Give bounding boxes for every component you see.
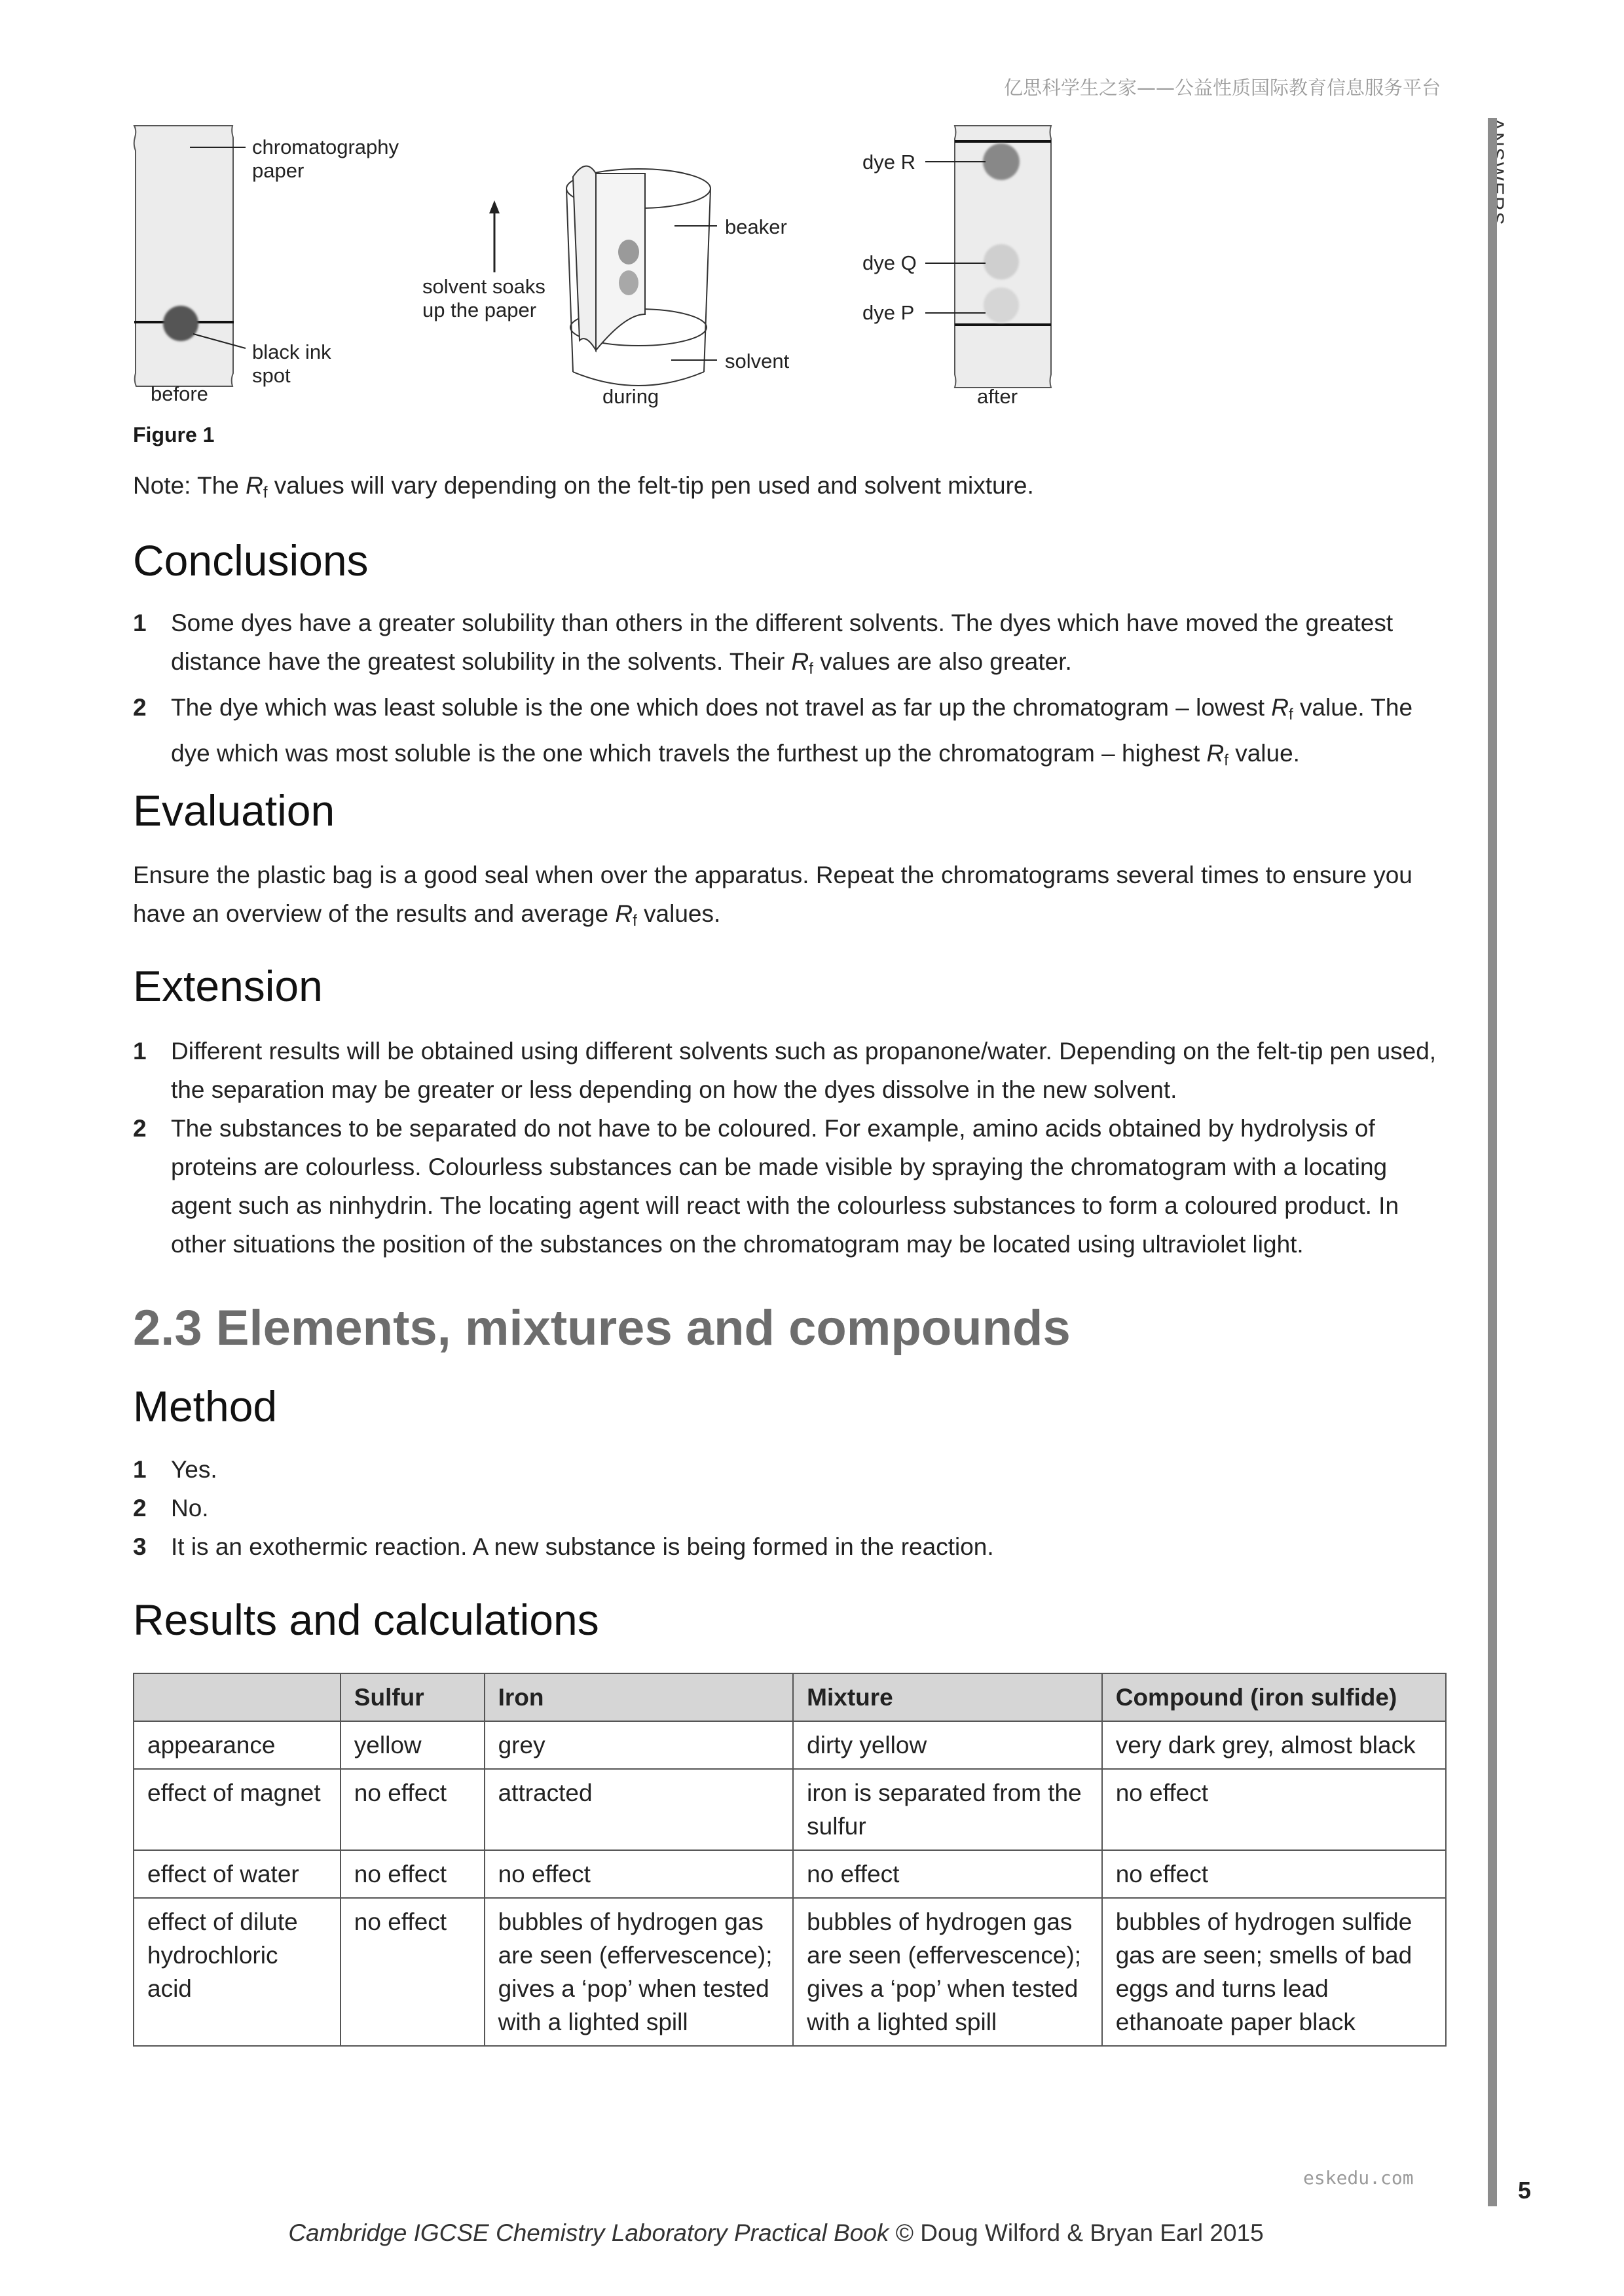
col-header: Mixture (793, 1673, 1102, 1721)
note-paragraph: Note: The $R_f$ values will vary depending on the felt-tip pen used and solvent mixture. (133, 472, 1034, 501)
method-heading: Method (133, 1382, 278, 1430)
extension-list (133, 1032, 1443, 1264)
list-item: 2 No. (133, 1495, 209, 1522)
extension-heading: Extension (133, 962, 323, 1010)
label-dye-r: dye R (862, 151, 915, 173)
dye-r-spot (983, 143, 1020, 180)
evaluation-heading: Evaluation (133, 786, 335, 835)
evaluation-paragraph: Ensure the plastic bag is a good seal when over the apparatus. Repeat the chromatograms several times to ensure you have an overview of the results and average $R_f$ values. (133, 862, 1412, 930)
table-row (134, 1850, 1446, 1898)
table-row (134, 1769, 1446, 1850)
book-title: Cambridge IGCSE Chemistry Laboratory Practical Book (288, 2219, 889, 2246)
dye-q-spot (984, 244, 1019, 280)
table-cell: effect of magnet (134, 1769, 341, 1850)
list-item: 1 Different results will be obtained using different solvents such as propanone/water. Depending on the felt-tip pen used, the separation may be greater or less depending on how the dyes dissolve in the new solvent. (133, 1038, 1437, 1103)
results-table (133, 1673, 1447, 2047)
table-cell: bubbles of hydrogen sulfide gas are seen; smells of bad eggs and turns lead ethanoate paper black (1102, 1898, 1446, 2046)
credit-text: © Doug Wilford & Bryan Earl 2015 (889, 2219, 1264, 2246)
table-cell: no effect (341, 1769, 485, 1850)
label-spot: spot (252, 364, 291, 387)
table-cell: yellow (341, 1721, 485, 1769)
list-item: 2 The dye which was least soluble is the one which does not travel as far up the chromatogram – lowest $R_f$ value. The dye which was most soluble is the one which travels the furthest up the chromatogram – highest $R_f$ value. (133, 694, 1413, 769)
table-cell: appearance (134, 1721, 341, 1769)
chromatography-figure (128, 118, 1077, 426)
table-cell: no effect (485, 1850, 794, 1898)
black-ink-spot (163, 306, 198, 341)
table-cell: grey (485, 1721, 794, 1769)
label-up-the-paper: up the paper (422, 299, 537, 321)
col-header: Compound (iron sulfide) (1102, 1673, 1446, 1721)
table-cell: very dark grey, almost black (1102, 1721, 1446, 1769)
table-cell: bubbles of hydrogen gas are seen (effervescence); gives a ‘pop’ when tested with a lighted spill (793, 1898, 1102, 2046)
table-row (134, 1898, 1446, 2046)
col-header: Iron (485, 1673, 794, 1721)
table-cell: bubbles of hydrogen gas are seen (effervescence); gives a ‘pop’ when tested with a lighted spill (485, 1898, 794, 2046)
side-rule (1488, 118, 1497, 2206)
table-cell: attracted (485, 1769, 794, 1850)
label-before: before (151, 382, 208, 405)
table-cell: no effect (341, 1850, 485, 1898)
footer-credit (131, 2219, 1421, 2247)
table-cell: no effect (1102, 1769, 1446, 1850)
section-title: 2.3 Elements, mixtures and compounds (133, 1300, 1071, 1356)
label-beaker: beaker (725, 215, 787, 238)
before-strip (134, 126, 399, 405)
list-item: 1 Some dyes have a greater solubility than others in the different solvents. The dyes which have moved the greatest distance have the greatest solubility in the solvents. Their $R_f$ values are also greater. (133, 610, 1393, 678)
table-cell: dirty yellow (793, 1721, 1102, 1769)
during-beaker (422, 166, 790, 408)
page-number: 5 (1518, 2177, 1532, 2204)
figure-caption: Figure 1 (133, 423, 215, 446)
list-item: 2 The substances to be separated do not have to be coloured. For example, amino acids obtained by hydrolysis of proteins are colourless. Colourless substances can be made visible by spraying the chromatogram with a locating agent such as ninhydrin. The locating agent will react with the colourless substances to form a coloured product. In other situations the position of the substances on the chromatogram may be located using ultraviolet light. (133, 1115, 1399, 1258)
table-cell: effect of water (134, 1850, 341, 1898)
header-watermark: 亿思科学生之家——公益性质国际教育信息服务平台 (1003, 77, 1441, 99)
label-dye-q: dye Q (862, 251, 917, 274)
list-item: 1 Yes. (133, 1456, 217, 1483)
label-black-ink: black ink (252, 340, 331, 363)
after-strip (862, 126, 1051, 408)
table-header-row (134, 1673, 1446, 1721)
label-solvent-soaks: solvent soaks (422, 275, 545, 298)
table-cell: no effect (1102, 1850, 1446, 1898)
conclusions-heading: Conclusions (133, 536, 369, 585)
col-header (134, 1673, 341, 1721)
label-after: after (977, 385, 1018, 408)
list-item: 3 It is an exothermic reaction. A new substance is being formed in the reaction. (133, 1533, 994, 1560)
label-chromatography: chromatography (252, 136, 399, 158)
table-cell: iron is separated from the sulfur (793, 1769, 1102, 1850)
col-header: Sulfur (341, 1673, 485, 1721)
method-list (133, 1450, 1443, 1566)
table-cell: effect of dilute hydrochloric acid (134, 1898, 341, 2046)
table-cell: no effect (793, 1850, 1102, 1898)
table-cell: no effect (341, 1898, 485, 2046)
label-paper: paper (252, 159, 304, 182)
label-solvent: solvent (725, 350, 790, 373)
footer-watermark: eskedu.com (1303, 2167, 1414, 2189)
label-during: during (602, 385, 659, 408)
conclusions-list (133, 604, 1443, 780)
results-heading: Results and calculations (133, 1595, 599, 1644)
label-dye-p: dye P (862, 301, 915, 324)
table-row (134, 1721, 1446, 1769)
dye-p-spot (984, 287, 1019, 323)
